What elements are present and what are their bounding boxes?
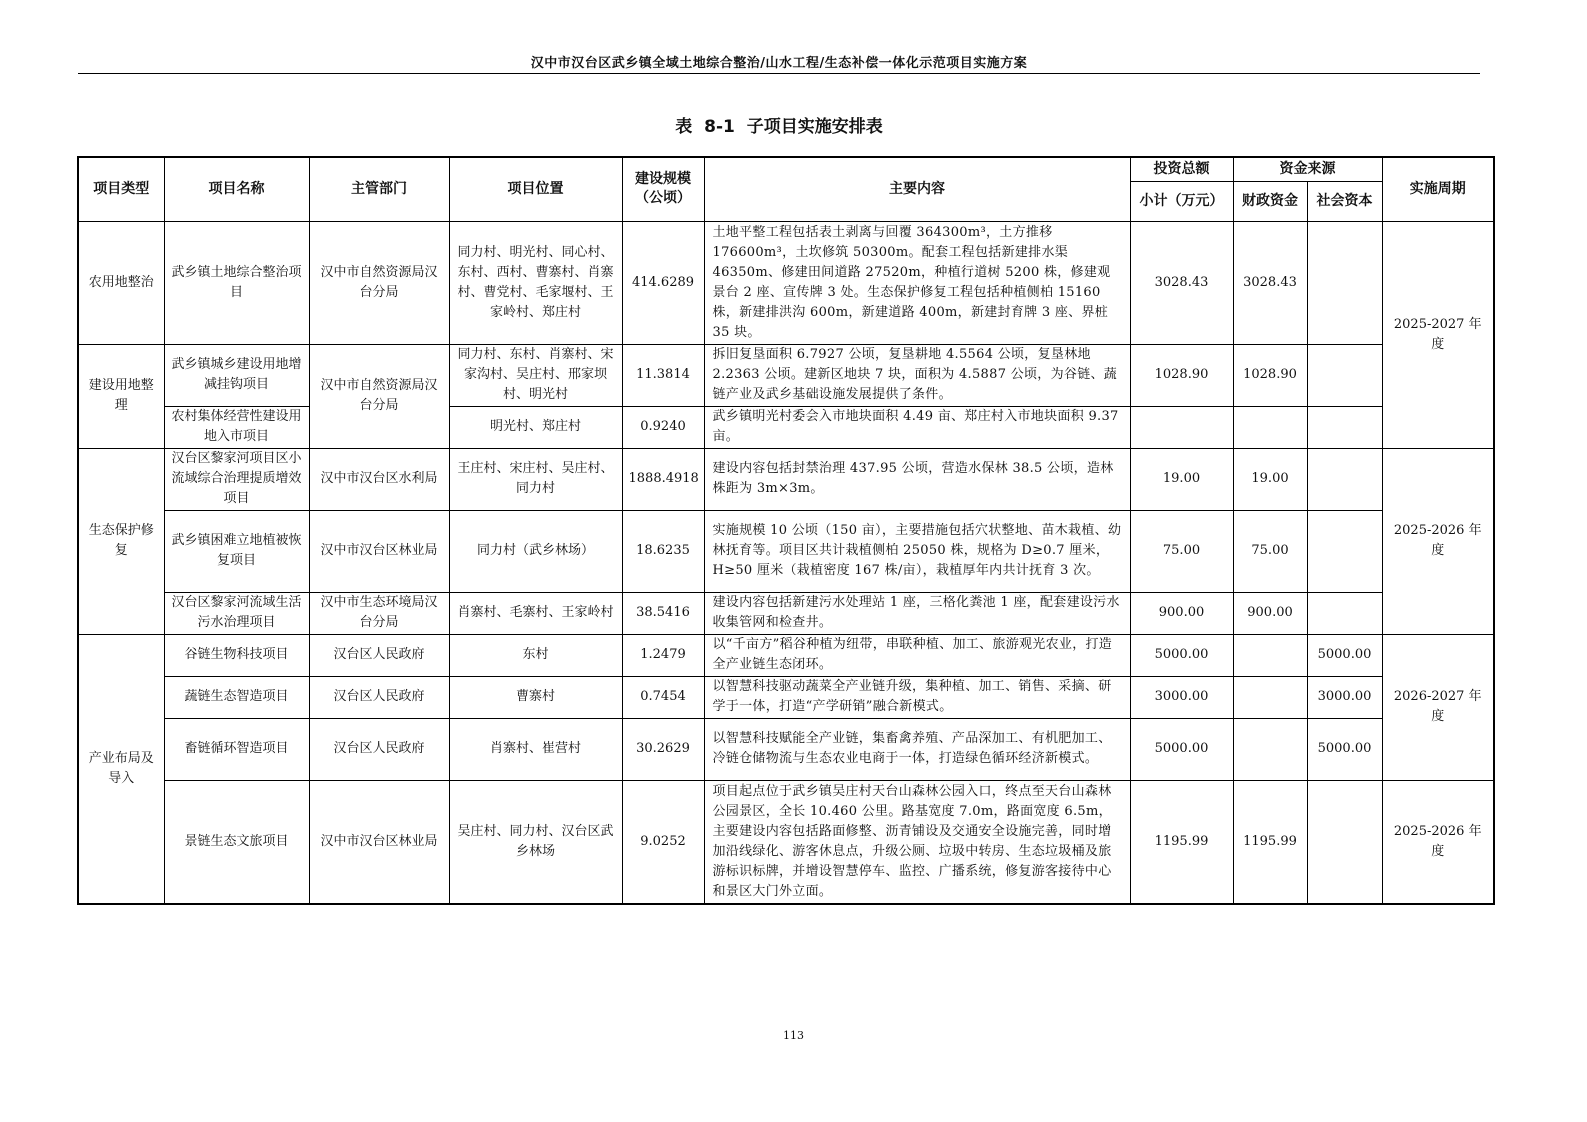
cell-fiscal: [1233, 676, 1307, 718]
cell-fiscal: 900.00: [1233, 592, 1307, 634]
cell-content: 建设内容包括新建污水处理站 1 座，三格化粪池 1 座，配套建设污水收集管网和检查井。: [704, 592, 1130, 634]
cell-period: 2026-2027 年度: [1382, 634, 1494, 780]
cell-scale: 1.2479: [622, 634, 704, 676]
cell-name: 武乡镇城乡建设用地增减挂钩项目: [164, 344, 309, 406]
cell-period: 2025-2027 年度: [1382, 221, 1494, 448]
cell-social: [1307, 510, 1382, 592]
cell-subtotal: 1195.99: [1130, 780, 1233, 904]
cell-name: 畜链循环智造项目: [164, 718, 309, 780]
cell-fiscal: 1028.90: [1233, 344, 1307, 406]
cell-subtotal: 5000.00: [1130, 634, 1233, 676]
header-content: 主要内容: [704, 157, 1130, 221]
page-number: 113: [783, 1029, 804, 1042]
cell-subtotal: 75.00: [1130, 510, 1233, 592]
header-type: 项目类型: [78, 157, 164, 221]
header-period: 实施周期: [1382, 157, 1494, 221]
cell-social: [1307, 448, 1382, 510]
table-row: [78, 592, 1494, 634]
cell-social: 5000.00: [1307, 718, 1382, 780]
cell-dept: 汉中市自然资源局汉台分局: [309, 344, 449, 448]
header-subtotal: 小计（万元）: [1130, 181, 1233, 221]
cell-type: 建设用地整理: [78, 344, 164, 448]
table-row: [78, 780, 1494, 904]
cell-type: 产业布局及导入: [78, 634, 164, 904]
cell-name: 武乡镇困难立地植被恢复项目: [164, 510, 309, 592]
cell-location: 肖寨村、毛寨村、王家岭村: [449, 592, 622, 634]
header-scale: 建设规模（公顷）: [622, 157, 704, 221]
cell-scale: 1888.4918: [622, 448, 704, 510]
table-title: 表 8-1 子项目实施安排表: [675, 117, 883, 137]
cell-content: 实施规模 10 公顷（150 亩），主要措施包括穴状整地、苗木栽植、幼林抚育等。项目区共计栽植侧柏 25050 株，规格为 D≥0.7 厘米，H≥50 厘米（栽植密度 167 株/亩），栽植厚年内共计抚育 3 次。: [704, 510, 1130, 592]
header-fiscal: 财政资金: [1233, 181, 1307, 221]
table-row: [78, 344, 1494, 406]
header-rule: [78, 73, 1480, 74]
cell-social: 5000.00: [1307, 634, 1382, 676]
header-social: 社会资本: [1307, 181, 1382, 221]
cell-content: 以“千亩方”稻谷种植为纽带，串联种植、加工、旅游观光农业，打造全产业链生态闭环。: [704, 634, 1130, 676]
cell-scale: 11.3814: [622, 344, 704, 406]
cell-type: 农用地整治: [78, 221, 164, 344]
cell-name: 谷链生物科技项目: [164, 634, 309, 676]
cell-location: 东村: [449, 634, 622, 676]
cell-fiscal: 3028.43: [1233, 221, 1307, 344]
cell-dept: 汉中市汉台区林业局: [309, 780, 449, 904]
cell-scale: 30.2629: [622, 718, 704, 780]
header-investment-total: 投资总额: [1130, 157, 1233, 181]
cell-fiscal: 75.00: [1233, 510, 1307, 592]
cell-subtotal: 3028.43: [1130, 221, 1233, 344]
cell-scale: 0.7454: [622, 676, 704, 718]
cell-content: 土地平整工程包括表土剥离与回覆 364300m³，土方推移 176600m³，土坎修筑 50300m。配套工程包括新建排水渠 46350m、修建田间道路 27520m，种植行道树 5200 株，修建观景台 2 座、宣传牌 3 处。生态保护修复工程包括种植侧柏 15160 株，新建排洪沟 600m，新建道路 400m，新建封育牌 3 座、界桩 35 块。: [704, 221, 1130, 344]
cell-dept: 汉台区人民政府: [309, 718, 449, 780]
cell-location: 王庄村、宋庄村、吴庄村、同力村: [449, 448, 622, 510]
cell-scale: 0.9240: [622, 406, 704, 448]
table-row: [78, 718, 1494, 780]
header-location: 项目位置: [449, 157, 622, 221]
cell-social: [1307, 221, 1382, 344]
table-row: [78, 221, 1494, 344]
cell-subtotal: 900.00: [1130, 592, 1233, 634]
cell-social: 3000.00: [1307, 676, 1382, 718]
cell-location: 曹寨村: [449, 676, 622, 718]
cell-location: 同力村、明光村、同心村、东村、西村、曹寨村、肖寨村、曹党村、毛家堰村、王家岭村、郑庄村: [449, 221, 622, 344]
cell-scale: 38.5416: [622, 592, 704, 634]
cell-name: 汉台区黎家河项目区小流域综合治理提质增效项目: [164, 448, 309, 510]
cell-name: 蔬链生态智造项目: [164, 676, 309, 718]
table-row: [78, 634, 1494, 676]
cell-dept: 汉中市生态环境局汉台分局: [309, 592, 449, 634]
cell-type: 生态保护修复: [78, 448, 164, 634]
cell-content: 项目起点位于武乡镇吴庄村天台山森林公园入口，终点至天台山森林公园景区，全长 10.460 公里。路基宽度 7.0m，路面宽度 6.5m，主要建设内容包括路面修整、沥青铺设及交通安全设施完善，同时增加沿线绿化、游客休息点，升级公厕、垃圾中转房、生态垃圾桶及旅游标识标牌，并增设智慧停车、监控、广播系统，修复游客接待中心和景区大门外立面。: [704, 780, 1130, 904]
cell-fiscal: 1195.99: [1233, 780, 1307, 904]
cell-scale: 18.6235: [622, 510, 704, 592]
cell-name: 景链生态文旅项目: [164, 780, 309, 904]
cell-dept: 汉中市自然资源局汉台分局: [309, 221, 449, 344]
cell-subtotal: [1130, 406, 1233, 448]
cell-fiscal: [1233, 406, 1307, 448]
cell-subtotal: 3000.00: [1130, 676, 1233, 718]
header-funding-source: 资金来源: [1233, 157, 1382, 181]
table-row: [78, 510, 1494, 592]
header-dept: 主管部门: [309, 157, 449, 221]
implementation-schedule-table: [77, 156, 1495, 905]
cell-social: [1307, 780, 1382, 904]
cell-fiscal: 19.00: [1233, 448, 1307, 510]
cell-location: 吴庄村、同力村、汉台区武乡林场: [449, 780, 622, 904]
cell-social: [1307, 406, 1382, 448]
cell-name: 农村集体经营性建设用地入市项目: [164, 406, 309, 448]
cell-dept: 汉中市汉台区林业局: [309, 510, 449, 592]
cell-content: 以智慧科技赋能全产业链，集畜禽养殖、产品深加工、有机肥加工、冷链仓储物流与生态农业电商于一体，打造绿色循环经济新模式。: [704, 718, 1130, 780]
cell-subtotal: 5000.00: [1130, 718, 1233, 780]
cell-dept: 汉台区人民政府: [309, 676, 449, 718]
cell-scale: 414.6289: [622, 221, 704, 344]
cell-location: 同力村（武乡林场）: [449, 510, 622, 592]
cell-subtotal: 19.00: [1130, 448, 1233, 510]
cell-dept: 汉中市汉台区水利局: [309, 448, 449, 510]
cell-social: [1307, 592, 1382, 634]
header-name: 项目名称: [164, 157, 309, 221]
cell-period: 2025-2026 年度: [1382, 448, 1494, 634]
running-header: 汉中市汉台区武乡镇全域土地综合整治/山水工程/生态补偿一体化示范项目实施方案: [530, 56, 1028, 71]
cell-fiscal: [1233, 718, 1307, 780]
cell-name: 武乡镇土地综合整治项目: [164, 221, 309, 344]
cell-social: [1307, 344, 1382, 406]
cell-location: 明光村、郑庄村: [449, 406, 622, 448]
cell-content: 武乡镇明光村委会入市地块面积 4.49 亩、郑庄村入市地块面积 9.37 亩。: [704, 406, 1130, 448]
table-row: [78, 406, 1494, 448]
table-row: [78, 448, 1494, 510]
cell-period: 2025-2026 年度: [1382, 780, 1494, 904]
cell-location: 肖寨村、崔营村: [449, 718, 622, 780]
cell-subtotal: 1028.90: [1130, 344, 1233, 406]
cell-content: 拆旧复垦面积 6.7927 公顷，复垦耕地 4.5564 公顷，复垦林地 2.2363 公顷。建新区地块 7 块，面积为 4.5887 公顷，为谷链、蔬链产业及武乡基础设施发展提供了条件。: [704, 344, 1130, 406]
cell-fiscal: [1233, 634, 1307, 676]
cell-content: 以智慧科技驱动蔬菜全产业链升级，集种植、加工、销售、采摘、研学于一体，打造“产学研销”融合新模式。: [704, 676, 1130, 718]
cell-location: 同力村、东村、肖寨村、宋家沟村、吴庄村、邢家坝村、明光村: [449, 344, 622, 406]
cell-scale: 9.0252: [622, 780, 704, 904]
cell-content: 建设内容包括封禁治理 437.95 公顷，营造水保林 38.5 公顷，造林株距为 3m×3m。: [704, 448, 1130, 510]
cell-dept: 汉台区人民政府: [309, 634, 449, 676]
cell-name: 汉台区黎家河流域生活污水治理项目: [164, 592, 309, 634]
table-row: [78, 676, 1494, 718]
